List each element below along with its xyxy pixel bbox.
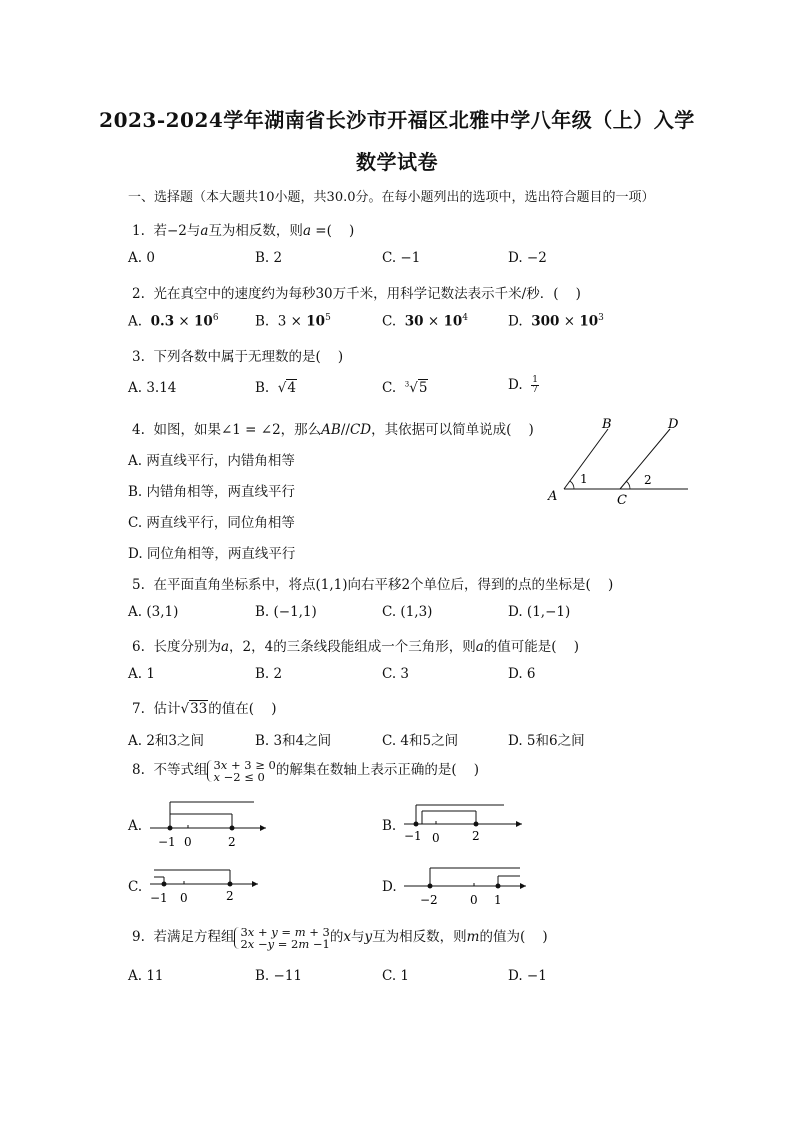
q7-option-d: D. 5和6之间 [508,733,585,749]
q5-option-a: A. (3,1) [128,604,179,620]
q1-option-b: B. 2 [255,250,283,266]
q8-option-c: C. [128,879,143,895]
question-5: 5. 在平面直角坐标系中，将点(1,1)向右平移2个单位后，得到的点的坐标是( ) [132,577,614,593]
q3-option-d: D. $\frac{1}{7}$ [508,375,538,395]
q3-number: 3. [132,349,145,365]
question-2: 2. 光在真空中的速度约为每秒30万千米，用科学记数法表示千米/秒．( ) [132,286,581,302]
q8-axis-b [402,802,527,845]
q1-option-c: C. −1 [382,250,421,266]
q5-option-b: B. (−1,1) [255,604,317,620]
q4-angle-1-arc [570,481,574,489]
paper-title-line1: 2023-2024学年湖南省长沙市开福区北雅中学八年级（上）入学 [99,108,695,132]
question-6: 6. 长度分别为a，2，4的三条线段能组成一个三角形，则a的值可能是( ) [132,639,579,655]
q8b-tick-0: 0 [432,831,440,845]
q8d-tick-1: 1 [494,893,502,907]
q2-number: 2. [132,286,145,302]
q4-option-a: A. 两直线平行，内错角相等 [128,453,295,469]
q6-option-c: C. 3 [382,666,410,682]
q1-option-d: D. −2 [508,250,547,266]
q8a-tick-2: 2 [228,835,236,849]
question-8: 8. 不等式组 3x + 3 ≥ 0 x −2 ≤ 0 的解集在数轴上表示正确的是( ) [132,757,480,784]
q8-option-d: D. [382,879,397,895]
q9-option-d: D. −1 [508,968,547,984]
q8c-tick-0: 0 [180,891,188,905]
q2-option-a: A. $0.3 \times 10^6$ [128,313,219,330]
q8-axis-a [148,800,273,850]
paper-title-line2: 数学试卷 [356,150,438,174]
q8b-tick-2: 2 [472,829,480,843]
q8a-tick-0: 0 [184,835,192,849]
q2-option-c: C. $30 \times 10^4$ [382,313,468,330]
q1-option-a: A. 0 [128,250,155,266]
q7-option-b: B. 3和4之间 [255,733,332,749]
q5-option-c: C. (1,3) [382,604,433,620]
q6-option-a: A. 1 [128,666,155,682]
q4-angle-2-arc [626,481,630,489]
q2-option-b: B. $3 \times 10^5$ [255,313,331,330]
question-3: 3. 下列各数中属于无理数的是( ) [132,349,344,365]
q3-option-c: C. $^3$√5 [382,380,428,396]
q8-option-b: B. [382,818,397,834]
q4-label-1: 1 [580,472,588,486]
q6-option-d: D. 6 [508,666,536,682]
q2-option-d: D. $300 \times 10^3$ [508,313,604,330]
q3-option-b: B. √4 [255,380,296,396]
q8c-tick-2: 2 [226,889,234,903]
q4-label-c: C [617,493,627,508]
q3-option-a: A. 3.14 [128,380,177,396]
q4-figure [540,412,700,512]
q5-option-d: D. (1,−1) [508,604,571,620]
q7-option-a: A. 2和3之间 [128,733,205,749]
q8-axis-c [148,866,268,906]
question-4: 4. 如图，如果∠1 = ∠2，那么AB//CD，其依据可以简单说成( ) [132,422,534,438]
q9-option-a: A. 11 [128,968,164,984]
section-heading: 一、选择题（本大题共10小题，共30.0分。在每小题列出的选项中，选出符合题目的一项） [128,190,655,205]
q8-axis-d [402,864,532,908]
q6-option-b: B. 2 [255,666,283,682]
q4-label-2: 2 [644,473,652,487]
q8d-tick-0: 0 [470,893,478,907]
q4-label-b: B [602,417,612,432]
q8c-tick-neg1: −1 [150,891,168,905]
question-9: 9. 若满足方程组 3x + y = m + 3 2x −y = 2m −1 的x与y互为相反数，则m的值为( ) [132,924,548,951]
q4-option-c: C. 两直线平行，同位角相等 [128,515,295,531]
q8b-tick-neg1: −1 [404,829,422,843]
q8-option-a: A. [128,818,143,834]
question-1: 1. 若−2与a互为相反数，则a =( ) [132,223,355,239]
q8d-tick-neg2: −2 [420,893,438,907]
q8a-tick-neg1: −1 [158,835,176,849]
q9-option-c: C. 1 [382,968,410,984]
question-7: 7. 估计√33的值在( ) [132,701,277,717]
q4-option-b: B. 内错角相等，两直线平行 [128,484,296,500]
q7-option-c: C. 4和5之间 [382,733,459,749]
q4-option-d: D. 同位角相等，两直线平行 [128,546,296,562]
q4-label-d: D [668,417,679,432]
q4-label-a: A [548,489,558,504]
q9-option-b: B. −11 [255,968,302,984]
